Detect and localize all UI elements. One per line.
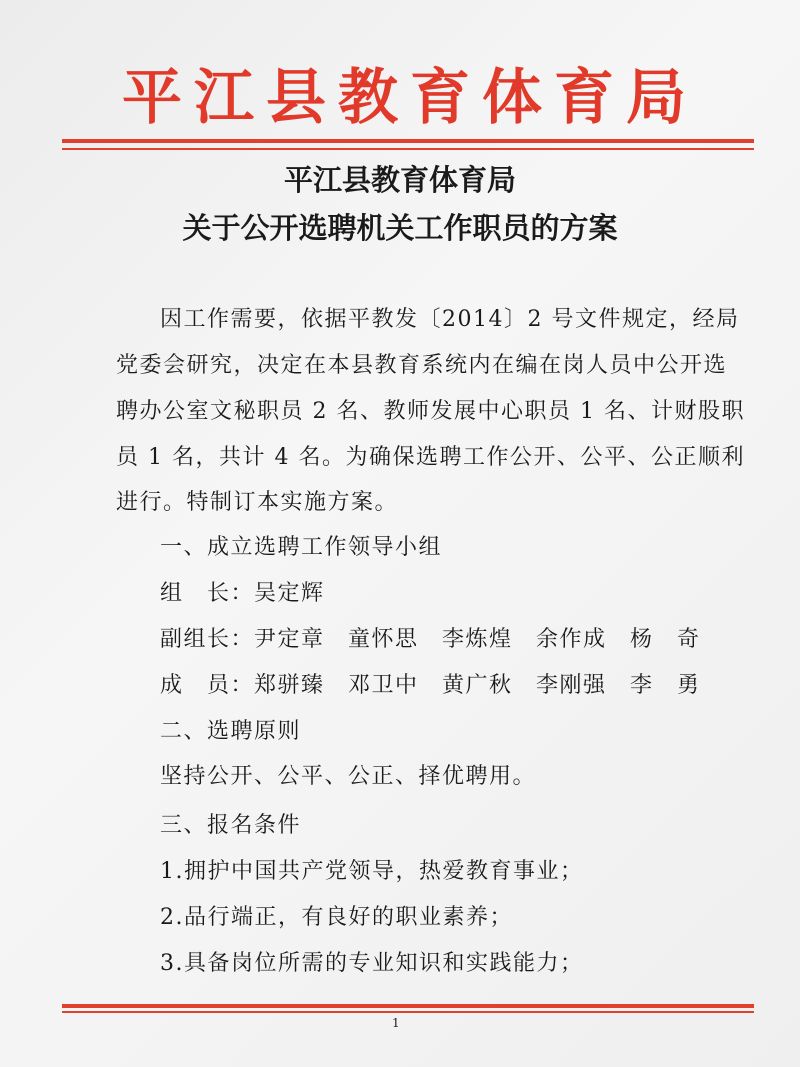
intro-line: 因工作需要，依据平教发〔2014〕2 号文件规定，经局 (160, 307, 740, 332)
intro-line: 聘办公室文秘职员 2 名、教师发展中心职员 1 名、计财股职 (116, 399, 745, 424)
intro-line: 进行。特制订本实施方案。 (116, 490, 399, 515)
page-number: 1 (392, 1016, 400, 1030)
document-title-line1: 平江县教育体育局 (283, 163, 516, 197)
section3-heading: 三、报名条件 (160, 813, 302, 838)
condition-item: 3.具备岗位所需的专业知识和实践能力； (160, 951, 584, 976)
agency-letterhead: 平江县教育体育局 (122, 63, 698, 133)
bottom-red-rule-thin (62, 1011, 754, 1013)
group-members: 成 员：郑骈臻 邓卫中 黄广秋 李刚强 李 勇 (160, 673, 701, 698)
top-red-rule-thick (62, 139, 754, 143)
condition-item: 1.拥护中国共产党领导，热爱教育事业； (160, 859, 584, 884)
deputy-leaders: 副组长：尹定章 童怀思 李炼煌 余作成 杨 奇 (160, 627, 701, 652)
condition-item: 2.品行端正，有良好的职业素养； (160, 905, 513, 930)
section2-text: 坚持公开、公平、公正、择优聘用。 (160, 764, 537, 789)
intro-line: 员 1 名，共计 4 名。为确保选聘工作公开、公平、公正顺利 (116, 445, 745, 470)
top-red-rule-thin (62, 148, 754, 150)
group-leader: 组 长：吴定辉 (160, 581, 325, 606)
intro-line: 党委会研究，决定在本县教育系统内在编在岗人员中公开选 (116, 353, 728, 378)
bottom-red-rule-thick (62, 1004, 754, 1008)
section2-heading: 二、选聘原则 (160, 719, 302, 744)
section1-heading: 一、成立选聘工作领导小组 (160, 535, 443, 560)
document-title-line2: 关于公开选聘机关工作职员的方案 (182, 211, 618, 245)
